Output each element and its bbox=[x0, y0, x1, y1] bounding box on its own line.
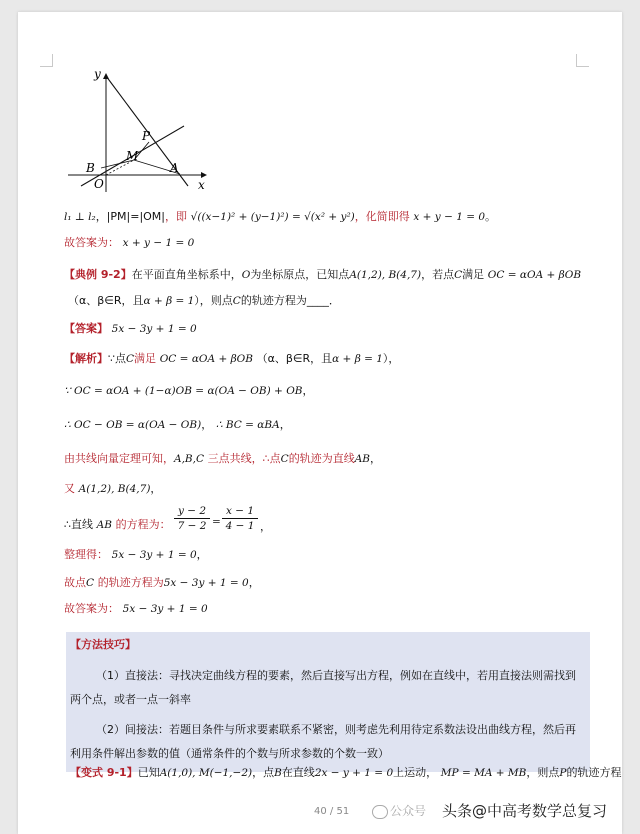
fraction-denominator: 7 − 2 bbox=[177, 520, 207, 532]
brand-watermark: 头条@中高考数学总复习 bbox=[442, 802, 608, 820]
point-label-p: P bbox=[142, 129, 151, 143]
variant-text: 在直线 bbox=[281, 766, 315, 779]
step-equation: ∴ OC − OB = α(OA − OB) bbox=[64, 419, 202, 431]
wechat-label: 公众号 bbox=[390, 804, 427, 818]
solution-label: 【解析】 bbox=[64, 352, 108, 365]
answer-label: 【答案】 bbox=[64, 322, 108, 335]
step-equation: ∴ BC = αBA bbox=[215, 419, 280, 431]
example-text: ），则点 bbox=[194, 294, 233, 307]
collinear-line bbox=[64, 450, 381, 467]
param-range: （α、β∈R bbox=[68, 294, 122, 307]
given-points: A(1,2), B(4,7) bbox=[78, 483, 151, 495]
example-statement bbox=[64, 266, 581, 283]
point-c: C bbox=[454, 269, 463, 281]
wechat-icon bbox=[372, 805, 388, 819]
method-point-1: （1）直接法：寻找决定曲线方程的要素，然后直接写出方程，例如在直线中，若用直接法则需找到 bbox=[96, 669, 576, 682]
sum-condition: α + β = 1 bbox=[143, 295, 195, 307]
points-abc: A,B,C bbox=[174, 453, 205, 465]
axis-label-x: x bbox=[198, 178, 205, 192]
answer-line-2 bbox=[64, 600, 208, 617]
punctuation: ， bbox=[150, 482, 162, 495]
point-p: P bbox=[559, 767, 567, 779]
derivation-line bbox=[64, 208, 496, 225]
conclusion-line bbox=[64, 574, 260, 591]
punctuation: ， bbox=[279, 418, 291, 431]
answer-value: 5x − 3y + 1 = 0 bbox=[122, 603, 208, 615]
point-c: C bbox=[86, 577, 95, 589]
conclusion-text: 故点 bbox=[64, 576, 86, 589]
line-text: ∴直线 bbox=[64, 518, 93, 531]
trajectory-equation: 5x − 3y + 1 = 0 bbox=[163, 577, 249, 589]
line-ab: AB bbox=[96, 519, 112, 531]
simplify-label: 整理得： bbox=[64, 548, 108, 561]
punctuation: ， bbox=[370, 452, 382, 465]
sqrt-equation: √((x−1)² + (y−1)²) = √(x² + y²) bbox=[190, 211, 355, 223]
fraction-denominator: 4 − 1 bbox=[225, 520, 255, 532]
punctuation: ， bbox=[260, 520, 271, 533]
vector-equation: OC = αOA + βOB bbox=[487, 269, 582, 281]
solution-step-2 bbox=[64, 416, 291, 433]
solution-start bbox=[64, 350, 399, 367]
method-title: 【方法技巧】 bbox=[70, 638, 136, 651]
variant-line bbox=[70, 764, 621, 781]
fraction-right bbox=[222, 504, 258, 533]
method-point-2: （2）间接法：若题目条件与所求要素联系不紧密，则考虑先利用待定系数法设出曲线方程，然后再 bbox=[96, 723, 576, 736]
coordinate-figure bbox=[66, 64, 216, 194]
again-line bbox=[64, 480, 161, 497]
variant-text: 上运动， bbox=[393, 766, 438, 779]
punctuation: ， bbox=[196, 548, 208, 561]
point-label-b: B bbox=[86, 161, 95, 175]
and-text: ，且 bbox=[121, 294, 144, 307]
ji-text: ，即 bbox=[165, 210, 188, 223]
solution-text: ∵点 bbox=[108, 352, 126, 365]
document-page bbox=[18, 12, 622, 834]
point-label-m: M bbox=[126, 149, 139, 163]
fraction-numerator: y − 2 bbox=[177, 505, 207, 517]
method-point-2-cont: 利用条件解出参数的值（通常条件的个数与所求参数的个数一致） bbox=[70, 747, 389, 760]
collinear-text: 由共线向量定理可知， bbox=[64, 452, 174, 465]
answer-label: 故答案为： bbox=[64, 602, 119, 615]
punctuation: ， bbox=[302, 384, 314, 397]
equals-sign: = bbox=[212, 516, 221, 528]
variant-text: 的轨迹方程 bbox=[566, 766, 622, 779]
collinear-text: 的轨迹为直线 bbox=[288, 452, 355, 465]
point-label-o: O bbox=[94, 177, 104, 191]
vector-equation: MP = MA + MB bbox=[440, 767, 527, 779]
question-tail: 的轨迹方程为____． bbox=[240, 294, 340, 307]
answer-line-1 bbox=[64, 234, 194, 251]
simplify-line bbox=[64, 546, 208, 563]
collinear-text: 三点共线，∴点 bbox=[207, 452, 281, 465]
fraction-left bbox=[174, 504, 210, 533]
line-ab-equation bbox=[64, 516, 171, 533]
point-label-a: A bbox=[170, 161, 179, 175]
result-equation: x + y − 1 = 0 bbox=[413, 211, 486, 223]
example-text: ，若点 bbox=[421, 268, 455, 281]
example-text: 满足 bbox=[462, 268, 485, 281]
answer-value: x + y − 1 = 0 bbox=[122, 237, 195, 249]
variant-text: ，点 bbox=[252, 766, 275, 779]
simplify-text: ，化简即得 bbox=[354, 210, 410, 223]
variant-text: 已知 bbox=[137, 766, 160, 779]
again-text: 又 bbox=[64, 482, 75, 495]
corner-mark-right bbox=[576, 54, 589, 67]
variant-title: 【变式 9-1】 bbox=[70, 766, 138, 779]
answer-block bbox=[64, 320, 197, 337]
method-title-line bbox=[70, 636, 136, 653]
punctuation: ）， bbox=[382, 352, 400, 365]
given-points: A(1,0), M(−1,−2) bbox=[159, 767, 253, 779]
punctuation: ， bbox=[248, 576, 260, 589]
fraction-numerator: x − 1 bbox=[225, 505, 255, 517]
given-points: A(1,2), B(4,7) bbox=[349, 269, 422, 281]
param-range: （α、β∈R bbox=[256, 352, 311, 365]
line-text: 的方程为： bbox=[115, 518, 171, 531]
solution-step-1 bbox=[64, 382, 314, 399]
variant-text: ，则点 bbox=[526, 766, 560, 779]
and-text: ，且 bbox=[310, 352, 333, 365]
example-condition bbox=[68, 292, 340, 309]
page-number: 40 / 51 bbox=[314, 806, 350, 817]
distance-condition: ，|PM|=|OM| bbox=[95, 210, 166, 223]
example-text: 为坐标原点，已知点 bbox=[250, 268, 350, 281]
conclusion-text: 的轨迹方程为 bbox=[97, 576, 164, 589]
corner-mark-left bbox=[40, 54, 53, 67]
line-equation: 2x − y + 1 = 0 bbox=[314, 767, 394, 779]
perpendicular-math: l₁ ⊥ l₂ bbox=[64, 211, 96, 223]
vector-equation: OC = αOA + βOB bbox=[159, 353, 253, 365]
origin-symbol: O bbox=[241, 269, 251, 281]
point-c: C bbox=[126, 353, 135, 365]
answer-label: 故答案为： bbox=[64, 236, 119, 249]
point-c: C bbox=[232, 295, 241, 307]
punctuation: ， bbox=[201, 418, 213, 431]
simplified-equation: 5x − 3y + 1 = 0 bbox=[111, 549, 197, 561]
answer-value: 5x − 3y + 1 = 0 bbox=[111, 323, 197, 335]
step-equation: ∵ OC = αOA + (1−α)OB = α(OA − OB) + OB bbox=[64, 385, 303, 397]
sum-condition: α + β = 1 bbox=[332, 353, 383, 365]
method-point-1-cont: 两个点，或者一点一斜率 bbox=[70, 693, 191, 706]
point-c: C bbox=[280, 453, 289, 465]
period: 。 bbox=[485, 210, 497, 223]
example-text: 在平面直角坐标系中， bbox=[131, 268, 242, 281]
line-ab: AB bbox=[354, 453, 371, 465]
example-title: 【典例 9-2】 bbox=[64, 268, 132, 281]
point-b: B bbox=[274, 767, 282, 779]
solution-text: 满足 bbox=[134, 352, 157, 365]
axis-label-y: y bbox=[94, 67, 101, 81]
